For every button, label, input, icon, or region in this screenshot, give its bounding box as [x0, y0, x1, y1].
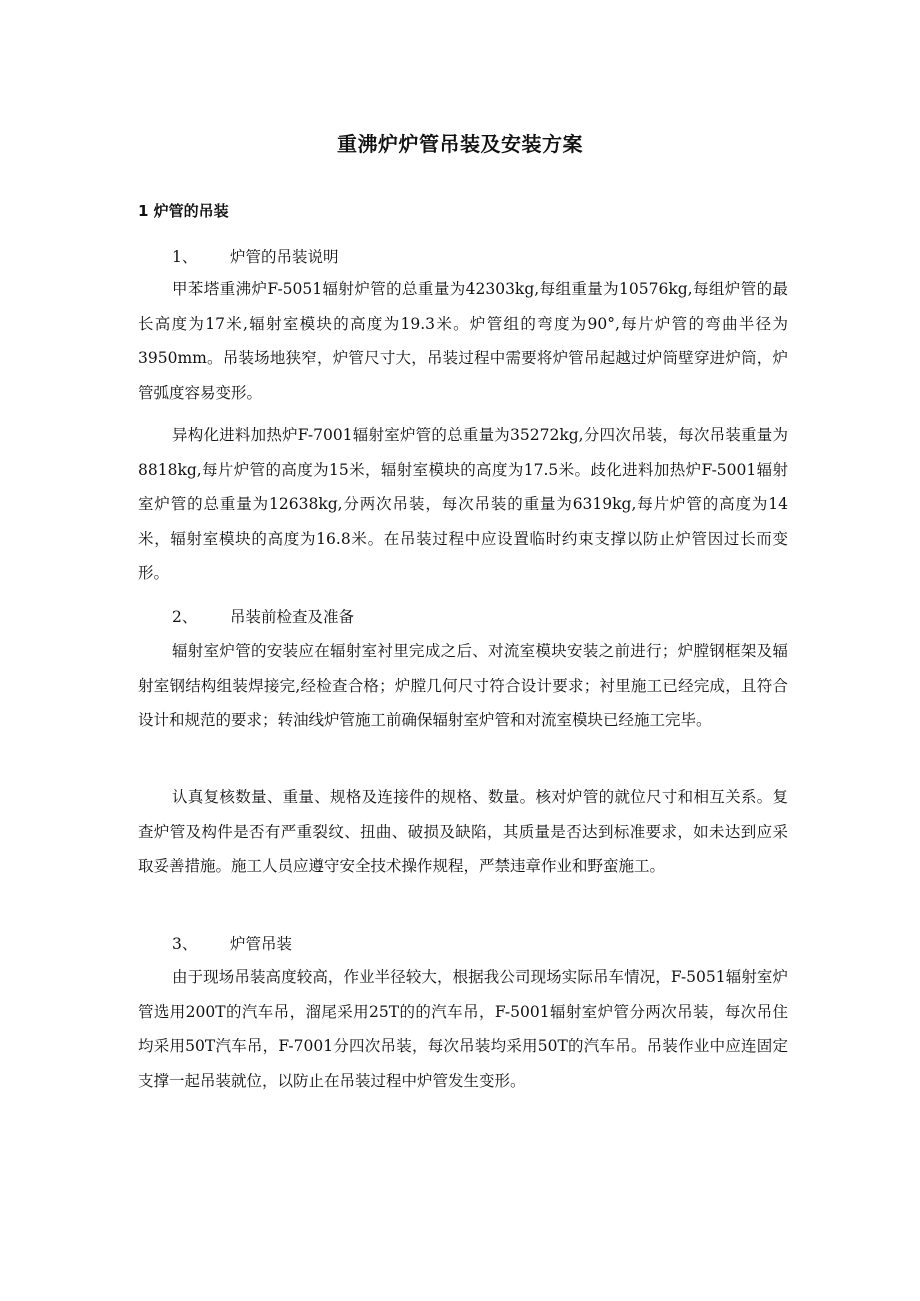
subsection-1-heading	[172, 245, 339, 267]
subsection-number: 1、	[172, 248, 198, 266]
subsection-title: 炉管吊装	[230, 935, 293, 953]
section-heading: 1 炉管的吊装	[138, 202, 229, 220]
subsection-number: 2、	[172, 608, 198, 626]
subsection-number: 3、	[172, 935, 198, 953]
paragraph: 辐射室炉管的安装应在辐射室衬里完成之后、对流室模块安装之前进行；炉膛钢框架及辐射室钢结构组装焊接完,经检查合格；炉膛几何尺寸符合设计要求；衬里施工已经完成，且符合设计和规范的要求；转油线炉管施工前确保辐射室炉管和对流室模块已经施工完毕。	[138, 642, 788, 729]
paragraph: 异构化进料加热炉F-7001辐射室炉管的总重量为35272kg,分四次吊装，每次吊装重量为8818kg,每片炉管的高度为15米，辐射室模块的高度为17.5米。歧化进料加热炉F-5001辐射室炉管的总重量为12638kg,分两次吊装，每次吊装的重量为6319kg,每片炉管的高度为14米，辐射室模块的高度为16.8米。在吊装过程中应设置临时约束支撑以防止炉管因过长而变形。	[138, 426, 788, 582]
paragraph: 甲苯塔重沸炉F-5051辐射炉管的总重量为42303kg,每组重量为10576kg,每组炉管的最长高度为17米,辐射室模块的高度为19.3米。炉管组的弯度为90°,每片炉管的弯曲半径为3950mm。吊装场地狭窄，炉管尺寸大，吊装过程中需要将炉管吊起越过炉筒壁穿进炉筒，炉管弧度容易变形。	[138, 280, 788, 402]
subsection-title: 炉管的吊装说明	[230, 248, 339, 266]
subsection-2-heading	[172, 605, 354, 627]
document-title: 重沸炉炉管吊装及安装方案	[337, 132, 583, 156]
subsection-title: 吊装前检查及准备	[230, 608, 355, 626]
paragraph: 认真复核数量、重量、规格及连接件的规格、数量。核对炉管的就位尺寸和相互关系。复查炉管及构件是否有严重裂纹、扭曲、破损及缺陷，其质量是否达到标准要求，如未达到应采取妥善措施。施工人员应遵守安全技术操作规程，严禁违章作业和野蛮施工。	[138, 788, 788, 875]
paragraph: 由于现场吊装高度较高，作业半径较大，根据我公司现场实际吊车情况，F-5051辐射室炉管选用200T的汽车吊，溜尾采用25T的的汽车吊，F-5001辐射室炉管分两次吊装，每次吊住均采用50T汽车吊，F-7001分四次吊装，每次吊装均采用50T的汽车吊。吊装作业中应连固定支撑一起吊装就位，以防止在吊装过程中炉管发生变形。	[138, 968, 788, 1090]
subsection-3-heading	[172, 932, 292, 954]
